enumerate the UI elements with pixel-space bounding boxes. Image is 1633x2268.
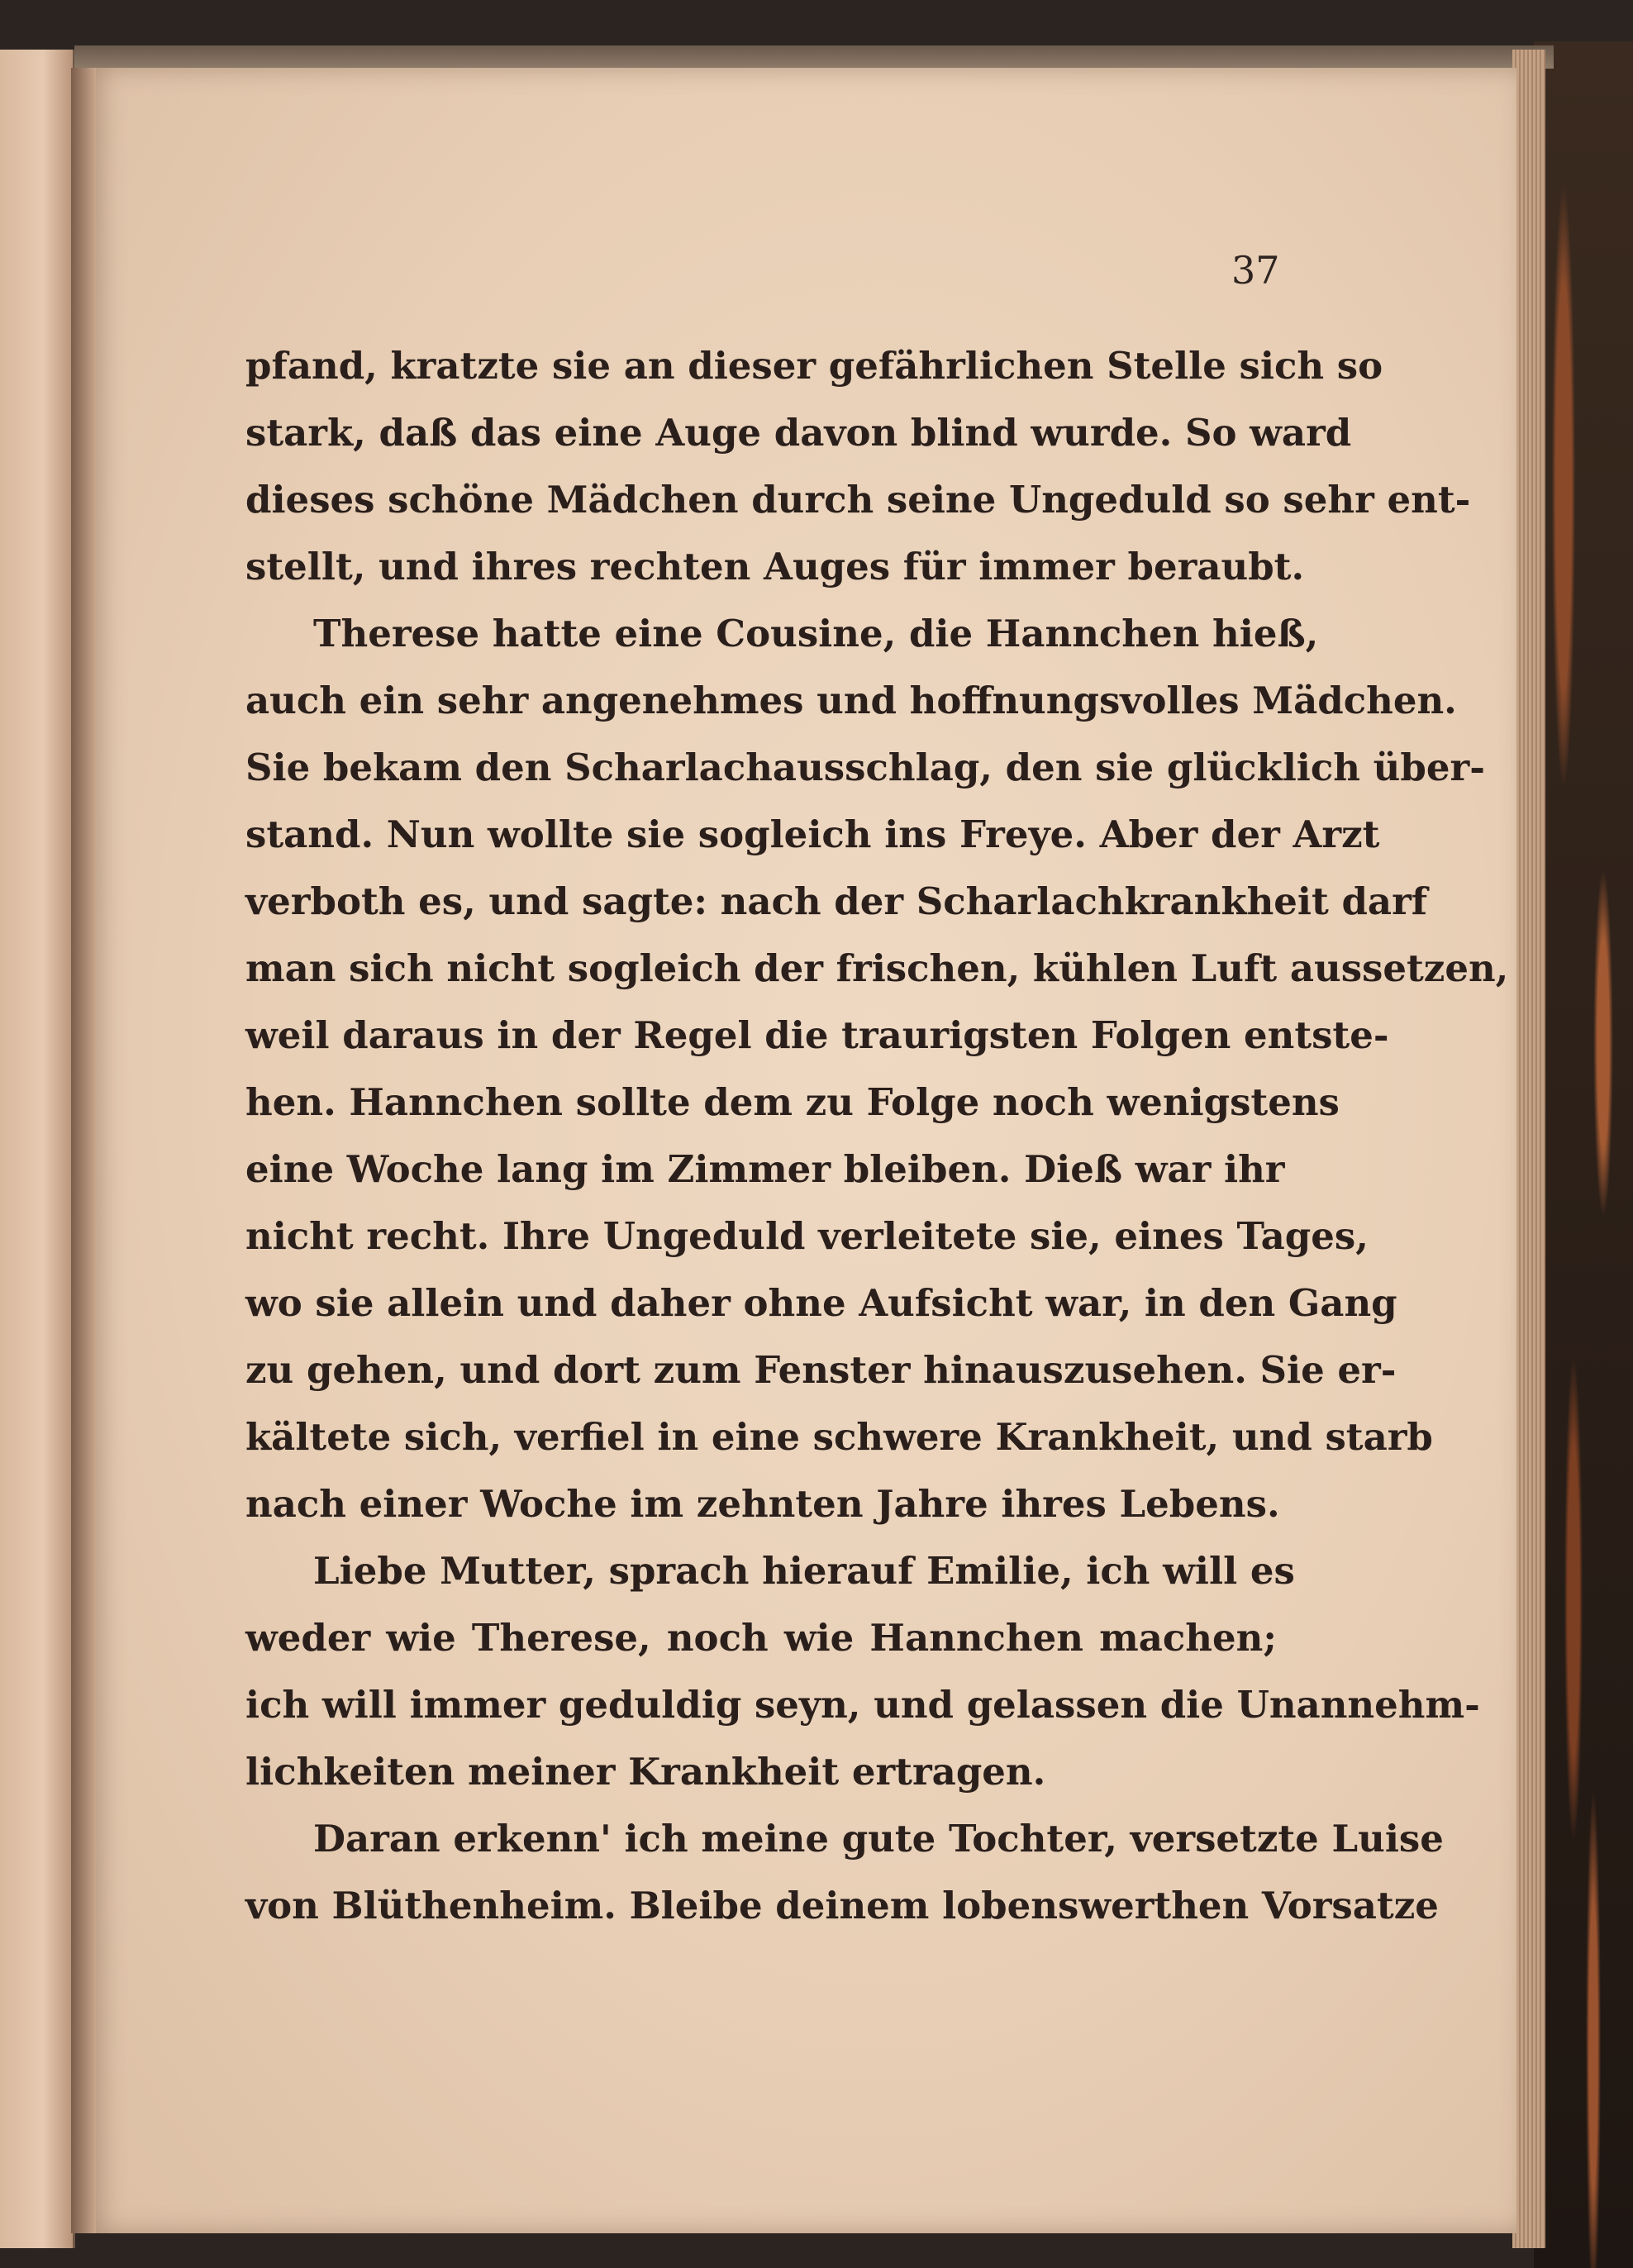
text-line: pfand, kratzte sie an dieser gefährlichen Stelle sich so [245,344,1383,388]
text-line: hen. Hannchen sollte dem zu Folge noch wenigstens [245,1080,1340,1124]
text-line: eine Woche lang im Zimmer bleiben. Dieß war ihr [245,1147,1285,1191]
marbled-cover [1534,41,1633,2268]
text-line: Daran erkenn' ich meine gute Tochter, versetzte Luise [313,1817,1444,1861]
text-line: kältete sich, verfiel in eine schwere Krankheit, und starb [245,1415,1433,1459]
text-line: man sich nicht sogleich der frischen, kühlen Luft aussetzen, [245,946,1509,990]
text-line: auch ein sehr angenehmes und hoffnungsvolles Mädchen. [245,679,1457,722]
text-line: zu gehen, und dort zum Fenster hinauszusehen. Sie er- [245,1348,1397,1392]
body-text [245,332,1509,1939]
page-number: 37 [1231,248,1280,293]
text-line: Sie bekam den Scharlachausschlag, den sie glücklich über- [245,746,1485,789]
text-line: von Blüthenheim. Bleibe deinem lobenswerthen Vorsatze [245,1884,1439,1927]
text-line: nach einer Woche im zehnten Jahre ihres Lebens. [245,1482,1280,1526]
text-line: wo sie allein und daher ohne Aufsicht war, in den Gang [245,1281,1397,1325]
text-line: stark, daß das eine Auge davon blind wurde. So ward [245,411,1352,455]
text-line: weil daraus in der Regel die traurigsten Folgen entste- [245,1013,1389,1057]
page-fore-edge [1512,50,1545,2248]
text-line: stand. Nun wollte sie sogleich ins Freye. Aber der Arzt [245,812,1380,856]
text-line: nicht recht. Ihre Ungeduld verleitete sie, eines Tages, [245,1214,1369,1258]
gutter-shadow [71,68,96,2233]
text-line: Liebe Mutter, sprach hierauf Emilie, ich will es [313,1549,1295,1593]
text-line: stellt, und ihres rechten Auges für immer beraubt. [245,545,1305,588]
text-line: ich will immer geduldig seyn, und gelassen die Unannehm- [245,1683,1480,1727]
text-line: dieses schöne Mädchen durch seine Ungeduld so sehr ent- [245,478,1471,522]
text-line: weder wie Therese, noch wie Hannchen machen; [245,1616,1277,1660]
text-line: Therese hatte eine Cousine, die Hannchen hieß, [313,612,1319,655]
text-line: verboth es, und sagte: nach der Scharlachkrankheit darf [245,879,1428,923]
previous-page-edge [0,50,75,2248]
page-top-edge [74,45,1554,69]
text-line: lichkeiten meiner Krankheit ertragen. [245,1750,1046,1794]
